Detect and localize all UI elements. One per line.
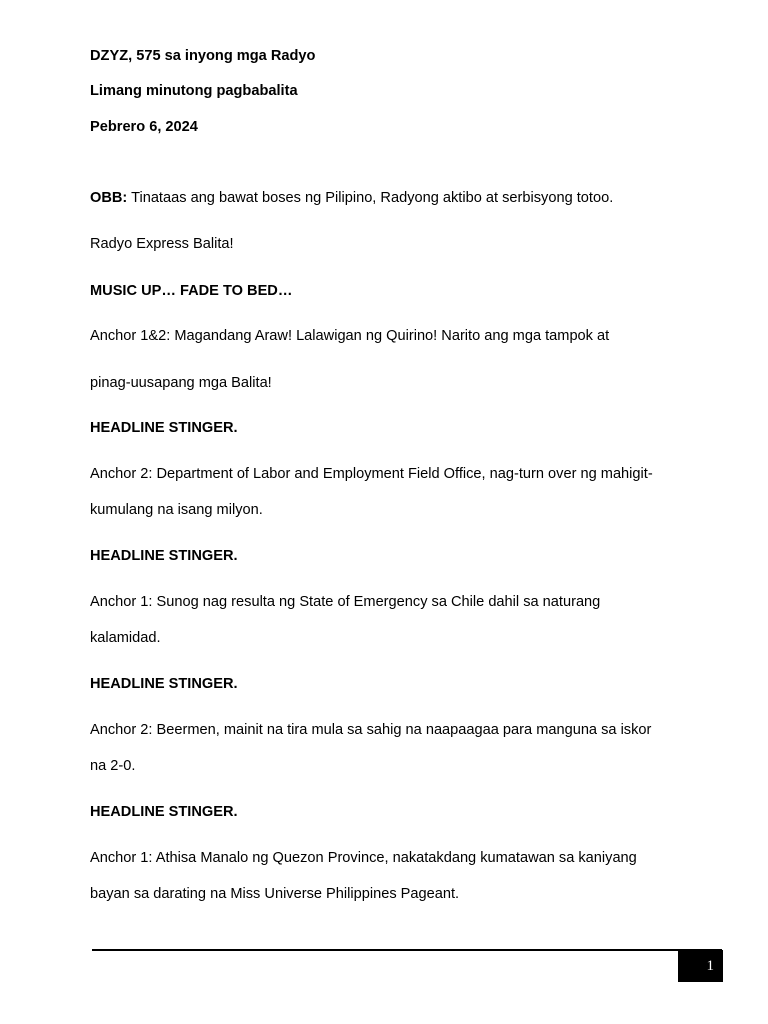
station-heading: DZYZ, 575 sa inyong mga Radyo [90, 48, 316, 64]
intro-line-2: pinag-uusapang mga Balita! [90, 375, 272, 391]
date-heading: Pebrero 6, 2024 [90, 119, 198, 135]
headline-3-line-2: na 2-0. [90, 758, 136, 774]
program-heading: Limang minutong pagbabalita [90, 83, 298, 99]
footer-divider [92, 949, 722, 951]
obb-text: Tinataas ang bawat boses ng Pilipino, Radyong aktibo at serbisyong totoo. [127, 190, 614, 206]
headline-stinger: HEADLINE STINGER. [90, 548, 238, 564]
headline-1-line-1: Anchor 2: Department of Labor and Employment Field Office, nag-turn over ng mahigit- [90, 466, 653, 482]
intro-line-1: Anchor 1&2: Magandang Araw! Lalawigan ng Quirino! Narito ang mga tampok at [90, 328, 610, 344]
headline-stinger: HEADLINE STINGER. [90, 676, 238, 692]
headline-2-line-1: Anchor 1: Sunog nag resulta ng State of Emergency sa Chile dahil sa naturang [90, 594, 601, 610]
headline-2-line-2: kalamidad. [90, 630, 161, 646]
headline-3-line-1: Anchor 2: Beermen, mainit na tira mula sa sahig na naapaagaa para manguna sa iskor [90, 722, 652, 738]
music-cue: MUSIC UP… FADE TO BED… [90, 283, 293, 299]
tagline: Radyo Express Balita! [90, 236, 234, 252]
obb-label: OBB: [90, 190, 128, 206]
headline-4-line-2: bayan sa darating na Miss Universe Philippines Pageant. [90, 886, 460, 902]
headline-stinger: HEADLINE STINGER. [90, 804, 238, 820]
obb-line [90, 189, 690, 207]
headline-stinger: HEADLINE STINGER. [90, 420, 238, 436]
page-number: 1 [678, 950, 723, 982]
headline-1-line-2: kumulang na isang milyon. [90, 502, 263, 518]
headline-4-line-1: Anchor 1: Athisa Manalo ng Quezon Province, nakatakdang kumatawan sa kaniyang [90, 850, 637, 866]
